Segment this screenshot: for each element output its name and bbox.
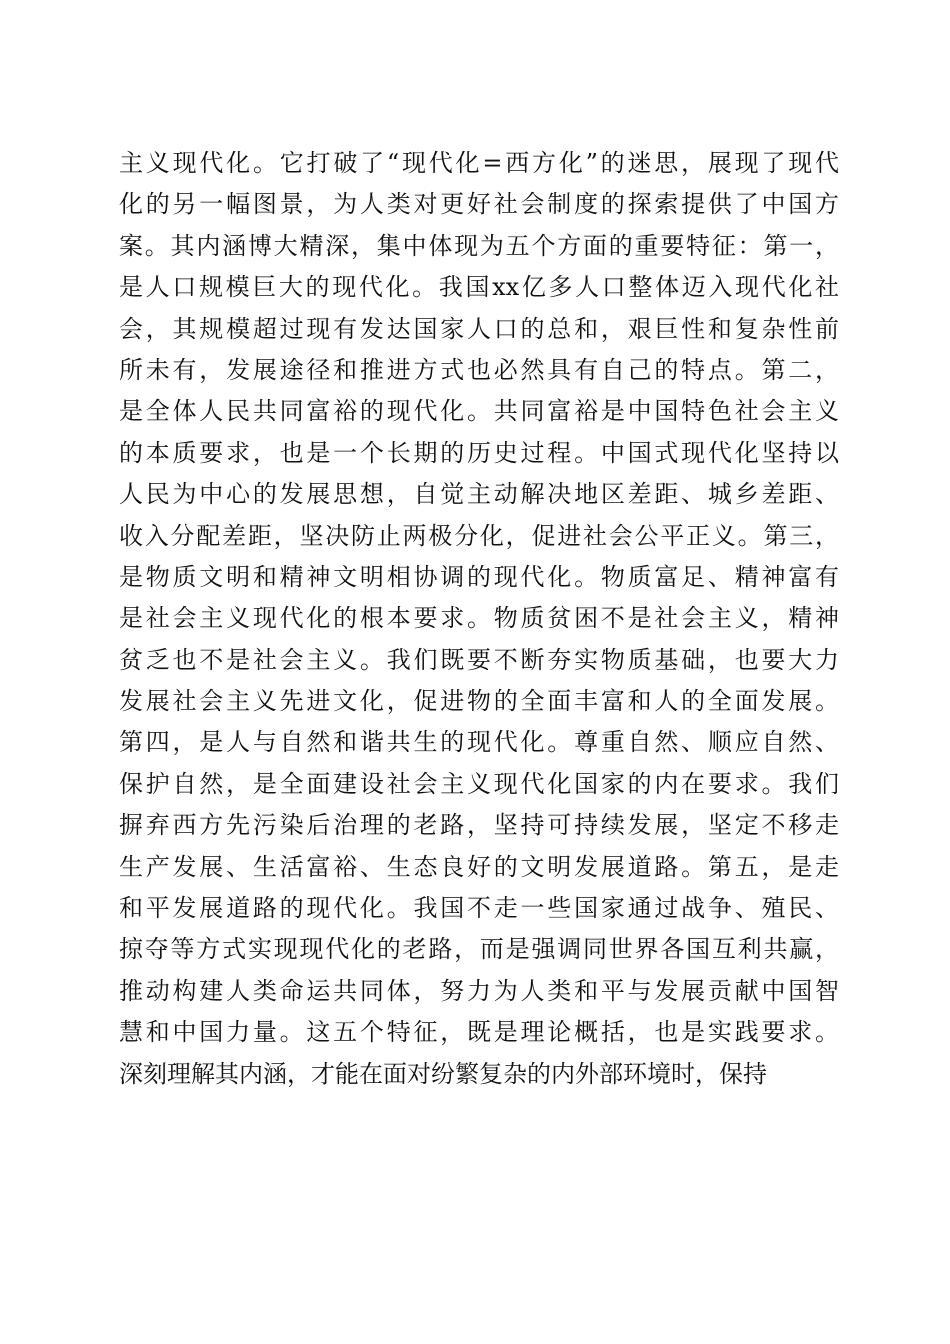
text-line: 保护自然，是全面建设社会主义现代化国家的内在要求。我们	[119, 769, 839, 798]
text-line: 和平发展道路的现代化。我国不走一些国家通过战争、殖民、	[119, 894, 839, 923]
text-line: 慧和中国力量。这五个特征，既是理论概括，也是实践要求。	[119, 1018, 839, 1047]
text-line: 第四，是人与自然和谐共生的现代化。尊重自然、顺应自然、	[119, 728, 839, 757]
text-line: 是全体人民共同富裕的现代化。共同富裕是中国特色社会主义	[119, 397, 839, 426]
text-line: 主义现代化。它打破了“现代化=西方化”的迷思，展现了现代	[119, 149, 839, 177]
text-line: 会，其规模超过现有发达国家人口的总和，艰巨性和复杂性前	[119, 314, 839, 343]
text-line: 收入分配差距，坚决防止两极分化，促进社会公平正义。第三，	[119, 521, 839, 550]
text-line: 深刻理解其内涵，才能在面对纷繁复杂的内外部环境时，保持	[119, 1059, 767, 1088]
text-line: 掠夺等方式实现现代化的老路，而是强调同世界各国互利共赢，	[119, 935, 839, 964]
text-line: 推动构建人类命运共同体，努力为人类和平与发展贡献中国智	[119, 976, 839, 1005]
text-line: 生产发展、生活富裕、生态良好的文明发展道路。第五，是走	[119, 852, 839, 881]
text-line: 贫乏也不是社会主义。我们既要不断夯实物质基础，也要大力	[119, 645, 839, 674]
body-paragraph	[119, 143, 839, 1095]
text-line: 案。其内涵博大精深，集中体现为五个方面的重要特征：第一，	[119, 231, 839, 260]
text-line: 人民为中心的发展思想，自觉主动解决地区差距、城乡差距、	[119, 480, 839, 509]
text-line: 的本质要求，也是一个长期的历史过程。中国式现代化坚持以	[119, 438, 839, 467]
text-line: 所未有，发展途径和推进方式也必然具有自己的特点。第二，	[119, 355, 839, 384]
text-line: 是物质文明和精神文明相协调的现代化。物质富足、精神富有	[119, 562, 839, 591]
text-line: 是人口规模巨大的现代化。我国xx亿多人口整体迈入现代化社	[119, 273, 839, 302]
text-line: 发展社会主义先进文化，促进物的全面丰富和人的全面发展。	[119, 687, 839, 716]
text-line: 化的另一幅图景，为人类对更好社会制度的探索提供了中国方	[119, 190, 839, 219]
text-line: 是社会主义现代化的根本要求。物质贫困不是社会主义，精神	[119, 604, 839, 633]
text-line: 摒弃西方先污染后治理的老路，坚持可持续发展，坚定不移走	[119, 811, 839, 840]
